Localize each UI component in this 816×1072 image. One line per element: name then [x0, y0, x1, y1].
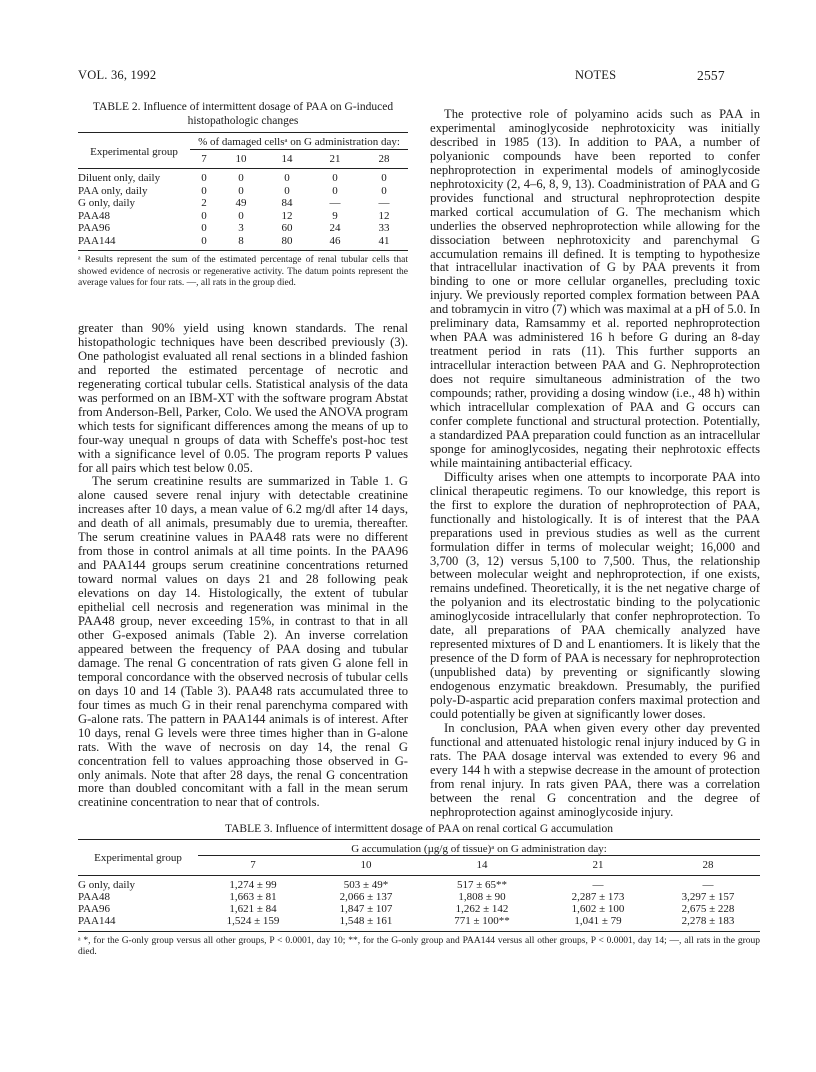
table-row — [78, 915, 760, 931]
table-2-grid — [78, 132, 408, 251]
table-3-cell: 1,041 ± 79 — [574, 915, 622, 928]
table-3-cell: 1,274 ± 99 — [229, 878, 277, 891]
table-3-day: 28 — [702, 859, 714, 872]
table-row — [78, 210, 408, 223]
table-2-day: 28 — [378, 152, 390, 165]
table-2-day: 21 — [329, 152, 341, 165]
table-2-cell: 0 — [201, 222, 207, 234]
table-row — [78, 891, 760, 903]
table-3-cell: 771 ± 100** — [454, 915, 510, 928]
paragraph: The serum creatinine results are summarized in Table 1. G alone caused severe renal injury with detectable creatinine increases after 10 days, a mean value of 6.2 mg/dl after 14 days, and death of all animals, presumably due to uremia, thereafter. The serum creatinine values in PAA48 rats were no different from those in control animals at all time points. In the PAA96 and PAA144 groups serum creatinine concentrations returned toward normal values on days 21 and 28 following peak elevations on day 14. Histologically, the extent of tubular epithelial cell necrosis and regeneration was minimal in the PAA48 group, never exceeding 15%, in contrast to that in all other G-exposed animals (Table 2). An inverse correlation appeared between the frequency of PAA dosing and tubular damage. The renal G concentration of rats given G alone fell in temporal concordance with the observed necrosis of tubular cells on days 10 and 14 (Table 3). PAA48 rats accumulated three to four times as much G in their renal parenchyma compared with G-alone rats. The pattern in PAA144 animals is of interest. After 10 days, renal G levels were three times higher than in G-alone rats. With the wave of necrosis on day 14, the renal G concentration fell to values approaching those observed in G-only animals. Note that after 28 days, the renal G concentration more than doubled concomitant with a fall in the mean serum creatinine concentration to near that of controls. — [78, 474, 408, 810]
table-2-cell: — — [378, 197, 390, 209]
table-3-cell: — — [592, 878, 604, 891]
table-2-cell: 0 — [284, 172, 290, 184]
table-row — [78, 222, 408, 235]
table-3-cell: — — [702, 878, 714, 891]
table-3-day: 10 — [360, 859, 372, 872]
table-3-cell: 1,548 ± 161 — [339, 915, 393, 928]
table-2-cell: 0 — [238, 209, 244, 222]
table-2-cell: 84 — [281, 197, 293, 209]
table-2-span-header: % of damaged cellsᵃ on G administration day: — [190, 133, 408, 150]
table-2-group: PAA only, daily — [78, 184, 148, 197]
table-3-cell: 1,262 ± 142 — [455, 903, 509, 916]
table-2-cell: 0 — [201, 209, 207, 222]
table-row — [78, 875, 760, 891]
table-2-cell: 0 — [381, 184, 387, 197]
table-2-cell: 0 — [332, 172, 338, 184]
left-text-column — [78, 322, 408, 810]
table-3-cell: 2,287 ± 173 — [571, 890, 625, 903]
table-3-group: G only, daily — [78, 878, 136, 891]
table-2-day: 14 — [281, 152, 293, 165]
table-2-cell: 0 — [238, 184, 244, 197]
table-row — [78, 185, 408, 198]
table-2-group: PAA144 — [78, 234, 116, 247]
page-number: 2557 — [697, 68, 725, 83]
table-2-cell: 8 — [238, 234, 244, 247]
table-3-cell: 1,847 ± 107 — [339, 903, 393, 916]
table-2-cell: 41 — [378, 234, 390, 247]
table-3-span-header: G accumulation (µg/g of tissue)ᵃ on G administration day: — [198, 840, 760, 856]
table-2-group: PAA48 — [78, 209, 110, 222]
table-row — [78, 235, 408, 251]
table-2-cell: 24 — [329, 222, 341, 234]
table-row — [78, 169, 408, 185]
table-2-cell: 49 — [235, 197, 247, 209]
table-2-group: PAA96 — [78, 222, 110, 234]
table-row — [78, 903, 760, 915]
table-2-cell: 12 — [281, 209, 293, 222]
table-3-cell: 1,602 ± 100 — [571, 903, 625, 916]
table-2-cell: 0 — [238, 172, 244, 184]
table-3-grid — [78, 839, 760, 932]
table-3-group-header: Experimental group — [94, 852, 182, 865]
table-2-cell: 0 — [201, 184, 207, 197]
table-3-cell: 1,663 ± 81 — [229, 890, 277, 903]
table-3-cell: 2,066 ± 137 — [339, 890, 393, 903]
table-2-cell: 2 — [201, 197, 207, 209]
table-2-cell: — — [329, 197, 341, 209]
table-3-group: PAA96 — [78, 903, 110, 916]
table-row — [78, 197, 408, 210]
table-2 — [78, 100, 408, 290]
paragraph: greater than 90% yield using known standards. The renal histopathologic techniques have been described previously (3). One pathologist evaluated all renal sections in a blinded fashion and reported the estimated percentage of necrotic and regenerating cortical tubular cells. Statistical analysis of the data was performed on an IBM-XT with the software program Abstat from Anderson-Bell, Parker, Colo. We used the ANOVA program which tests for significant differences among the means of up to four-way unequal n groups of data with Scheffe's post-hoc test with a significance level of 0.05. The program reports P values for all pairs which test below 0.05. — [78, 321, 408, 475]
table-2-cell: 46 — [329, 234, 341, 247]
table-2-cell: 9 — [332, 209, 338, 222]
table-2-cell: 3 — [238, 222, 244, 234]
paragraph: In conclusion, PAA when given every other day prevented functional and attenuated histologic renal injury induced by G in rats. The PAA dosage interval was extended to every 96 and every 144 h with a stepwise decrease in the amount of protection from renal injury. In rats given PAA, there was a correlation between the renal G concentration and the degree of nephroprotection against aminoglycoside injury. — [430, 720, 760, 819]
table-2-group: G only, daily — [78, 197, 136, 209]
table-3-cell: 2,278 ± 183 — [681, 915, 735, 928]
running-header-volume: VOL. 36, 1992 — [78, 68, 157, 82]
table-2-cell: 33 — [378, 222, 390, 234]
table-2-group-header: Experimental group — [90, 145, 178, 158]
table-3-footnote: ᵃ *, for the G-only group versus all other groups, P < 0.0001, day 10; **, for the G-only group and PAA144 versus all other groups, P < 0.0001, day 14; —, all rats in the group died. — [78, 935, 760, 958]
paragraph: The protective role of polyamino acids such as PAA in experimental aminoglycoside nephrotoxicity was initially described in 1985 (13). In addition to PAA, a number of polyanionic compounds have been reported to confer nephroprotection in experimental models of aminoglycoside nephrotoxicity (2, 4–6, 8, 9, 13). Coadministration of PAA and G provides functional and structural nephroprotection despite marked cortical accumulation of G. The mechanism which underlies the observed nephroprotection while allowing for the dissociation between nephrotoxicity and parenchymal G accumulation remains ill defined. It is tempting to hypothesize that intracellular inactivation of G by PAA prevents it from binding to one or more cellular organelles, precluding toxic injury. We previously reported complex formation between PAA and tobramycin in vitro (7) which was maximal at a pH of 5.0. In preliminary data, Ramsammy et al. reported nephroprotection when PAA was administered 16 h before G during an 8-day treatment period in rats (11). This further supports an intracellular interaction between PAA and G. Nephroprotection does not require simultaneous administration of the two compounds; rather, providing a dosing window (i.e., 48 h) within which intracellular complexation of PAA and G occurs can confer complete functional and structural protection. Potentially, a standardized PAA preparation could function as an intracellular sponge for aminoglycosides, negating their nephrotoxic effects while maintaining antibacterial efficacy. — [430, 107, 760, 470]
table-3-caption: TABLE 3. Influence of intermittent dosage of PAA on renal cortical G accumulation — [225, 823, 613, 835]
paragraph: Difficulty arises when one attempts to incorporate PAA into clinical therapeutic regimens. To our knowledge, this report is the first to explore the duration of nephroprotection of PAA, functionally and histologically. It is of interest that the PAA preparations used in previous studies as well as the current formulation differ in terms of molecular weight; 16,000 and 3,700 (3, 12) versus 5,100 to 7,500. Thus, the relationship between molecular weight and nephroprotection, if one exists, remains undefined. Theoretically, it is the net negative charge of the polyanion and its electrostatic binding to the polycationic aminoglycoside intracellularly that confer nephroprotection. To date, all preparations of PAA chemically analyzed have represented mixtures of D and L enantiomers. It is likely that the presence of the D form of PAA is necessary for nephroprotection (unpublished data) by preventing or significantly slowing endogenous enzymatic breakdown. Presumably, the purified poly-D-aspartic acid preparation confers maximal protection and could potentially be given at significantly lower doses. — [430, 469, 760, 721]
table-2-day: 7 — [201, 152, 207, 165]
table-3-cell: 1,808 ± 90 — [458, 890, 506, 903]
table-3-cell: 1,524 ± 159 — [226, 915, 280, 928]
table-3-group: PAA144 — [78, 915, 116, 928]
right-text-column — [430, 108, 760, 820]
table-2-cell: 0 — [332, 184, 338, 197]
table-2-caption: TABLE 2. Influence of intermittent dosage of PAA on G-induced histopathologic changes — [92, 101, 394, 127]
table-2-cell: 60 — [281, 222, 293, 234]
table-3-cell: 1,621 ± 84 — [229, 903, 277, 916]
table-3-cell: 3,297 ± 157 — [681, 890, 735, 903]
table-3-cell: 2,675 ± 228 — [681, 903, 735, 916]
table-2-footnote: ᵃ Results represent the sum of the estimated percentage of renal tubular cells that showed evidence of necrosis or regenerative activity. The datum points represent the average values for four rats. —, all rats in the group died. — [78, 255, 408, 288]
table-2-cell: 0 — [201, 172, 207, 184]
table-3-cell: 517 ± 65** — [456, 878, 508, 891]
table-2-cell: 0 — [284, 184, 290, 197]
table-3-day: 21 — [592, 859, 604, 872]
table-3-day: 7 — [250, 859, 256, 872]
table-2-cell: 0 — [201, 234, 207, 247]
table-2-day: 10 — [235, 152, 247, 165]
table-3 — [78, 822, 760, 959]
table-2-cell: 0 — [381, 172, 387, 184]
table-3-day: 14 — [476, 859, 488, 872]
running-header-section: NOTES — [575, 68, 617, 82]
table-2-group: Diluent only, daily — [78, 172, 161, 184]
table-3-cell: 503 ± 49* — [343, 878, 389, 891]
table-3-group: PAA48 — [78, 890, 110, 903]
table-2-cell: 12 — [378, 209, 390, 222]
table-2-cell: 80 — [281, 234, 293, 247]
